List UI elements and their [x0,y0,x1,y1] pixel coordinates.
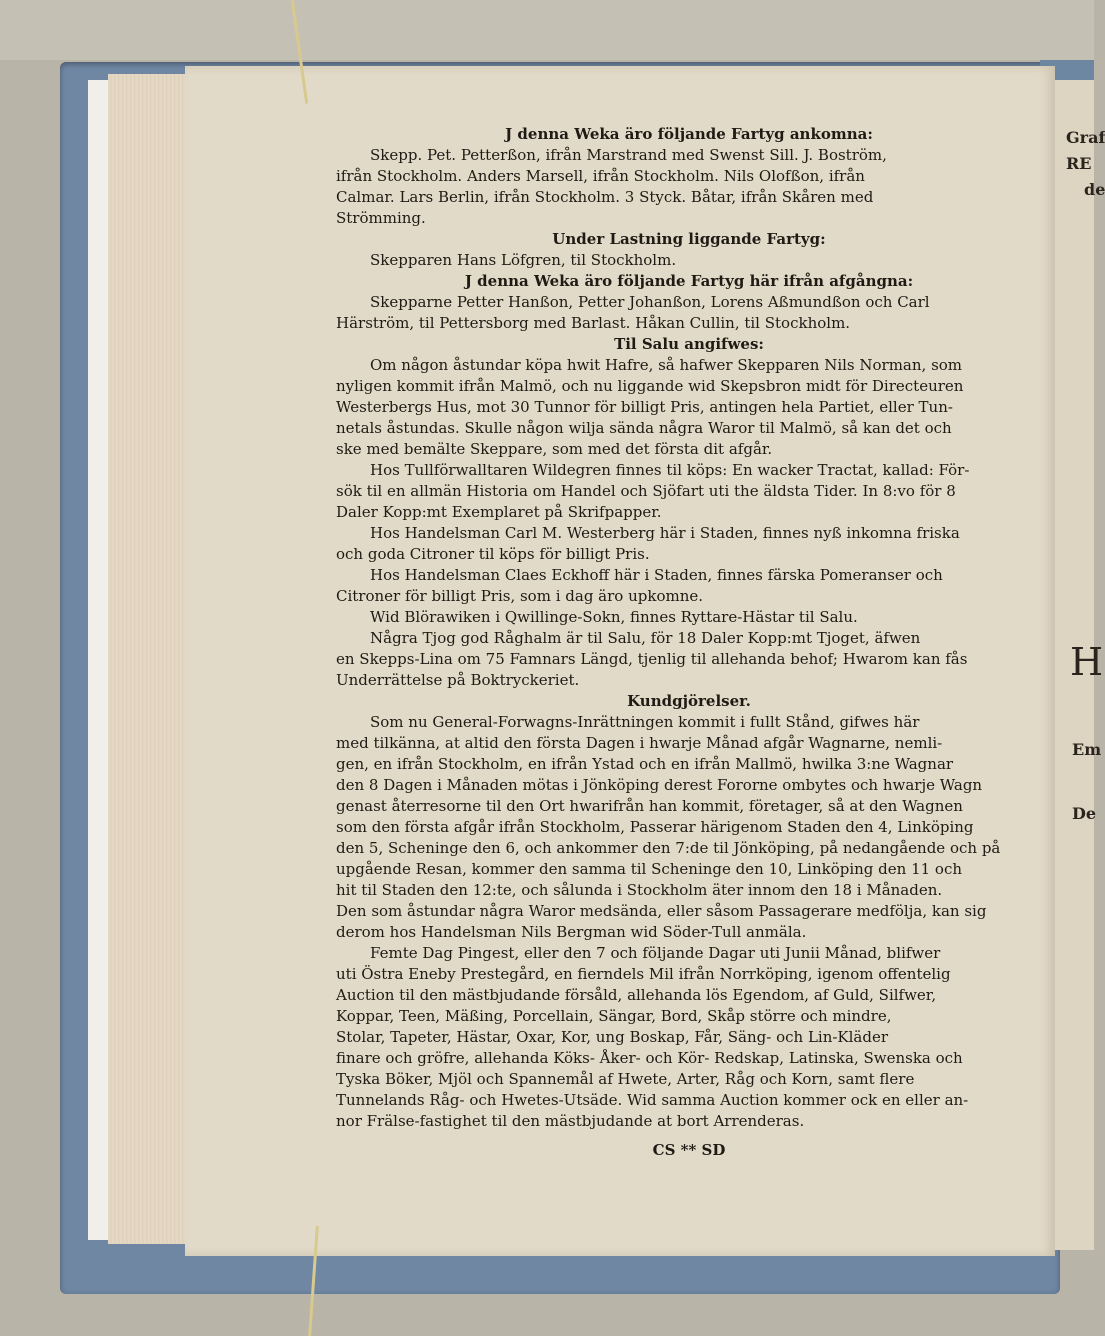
text-line: derom hos Handelsman Nils Bergman wid Söder-Tull anmäla. [336,923,807,941]
notice-heading: Kundgjörelser. [627,692,751,710]
next-page-text: Em [1072,740,1102,759]
text-line: Citroner för billigt Pris, som i dag äro upkomne. [336,587,704,605]
text-line: Westerbergs Hus, mot 30 Tunnor för billigt Pris, antingen hela Partiet, eller Tun- [336,398,953,416]
text-line: genast återresorne til den Ort hwarifrån han kommit, företager, så at den Wagnen [336,797,963,815]
text-line: nyligen kommit ifrån Malmö, och nu liggande wid Skepsbron midt för Directeuren [336,377,964,395]
text-line: ske med bemälte Skeppare, som med det första dit afgår. [336,440,773,458]
text-line: ifrån Stockholm. Anders Marsell, ifrån Stockholm. Nils Olofßon, ifrån [336,167,865,185]
text-line: Wid Blörawiken i Qwillinge-Sokn, finnes Ryttare-Hästar til Salu. [370,608,858,626]
text-line: Skepp. Pet. Petterßon, ifrån Marstrand med Swenst Sill. J. Boström, [370,146,887,164]
text-line: Tunnelands Råg- och Hwetes-Utsäde. Wid samma Auction kommer ock en eller an- [336,1091,969,1109]
text-line: Skepparen Hans Löfgren, til Stockholm. [370,251,677,269]
page-text [336,124,1042,1161]
text-line: Härström, til Pettersborg med Barlast. Håkan Cullin, til Stockholm. [336,314,851,332]
text-line: Femte Dag Pingest, eller den 7 och följande Dagar uti Junii Månad, blifwer [370,944,941,962]
text-line: gen, en ifrån Stockholm, en ifrån Ystad och en ifrån Mallmö, hwilka 3:ne Wagnar [336,755,954,773]
text-line: med tilkänna, at altid den första Dagen i hwarje Månad afgår Wagnarne, nemli- [336,734,943,752]
text-line: den 8 Dagen i Månaden mötas i Jönköping derest Fororne ombytes och hwarje Wagn [336,776,983,794]
text-line: Hos Handelsman Carl M. Westerberg här i Staden, finnes nyß inkomna friska [370,524,960,542]
next-page-text: RE [1066,154,1092,173]
page-stack [108,74,188,1244]
text-line: Som nu General-Forwagns-Inrättningen kommit i fullt Stånd, gifwes här [370,713,920,731]
text-line: netals åstundas. Skulle någon wilja sända några Waror til Malmö, så kan det och [336,419,952,437]
next-page-text: De [1072,804,1097,823]
text-line: Underrättelse på Boktryckeriet. [336,671,580,689]
text-line: Den som åstundar några Waror medsända, eller såsom Passagerare medfölja, kan sig [336,902,987,920]
text-line: Några Tjog god Råghalm är til Salu, för 18 Daler Kopp:mt Tjoget, äfwen [370,629,921,647]
text-line: finare och gröfre, allehanda Köks- Åker- och Kör- Redskap, Latinska, Swenska och [336,1049,963,1067]
background-top [0,0,1094,60]
text-line: Hos Tullförwalltaren Wildegren finnes til köps: En wacker Tractat, kallad: För- [370,461,970,479]
next-page-text: de [1084,180,1105,199]
text-line: Stolar, Tapeter, Hästar, Oxar, Kor, ung Boskap, Får, Säng- och Lin-Kläder [336,1028,889,1046]
arrivals-heading: J denna Weka äro följande Fartyg ankomna: [505,125,873,143]
next-page-text: Graf [1066,128,1105,147]
next-page-fragment [1050,80,1105,1250]
text-line: Auction til den mästbjudande försåld, allehanda lös Egendom, af Guld, Silfwer, [336,986,937,1004]
text-line: en Skepps-Lina om 75 Famnars Längd, tjenlig til allehanda behof; Hwarom kan fås [336,650,968,668]
sale-heading: Til Salu angifwes: [614,335,764,353]
text-line: Calmar. Lars Berlin, ifrån Stockholm. 3 Styck. Båtar, ifrån Skåren med [336,188,874,206]
text-line: sök til en allmän Historia om Handel och Sjöfart uti the äldsta Tider. In 8:vo för 8 [336,482,956,500]
text-line: och goda Citroner til köps för billigt Pris. [336,545,650,563]
text-line: uti Östra Eneby Prestegård, en fierndels Mil ifrån Norrköping, igenom offentelig [336,965,951,983]
text-line: som den första afgår ifrån Stockholm, Passerar härigenom Staden den 4, Linköping [336,818,974,836]
text-line: Om någon åstundar köpa hwit Hafre, så hafwer Skepparen Nils Norman, som [370,356,963,374]
text-line: den 5, Scheninge den 6, och ankommer den 7:de til Jönköping, på nedangående och på [336,839,1001,857]
text-line: Hos Handelsman Claes Eckhoff här i Staden, finnes färska Pomeranser och [370,566,943,584]
text-line: Skepparne Petter Hanßon, Petter Johanßon, Lorens Aßmundßon och Carl [370,293,930,311]
text-line: Koppar, Teen, Mäßing, Porcellain, Sängar, Bord, Skåp större och mindre, [336,1007,892,1025]
loading-heading: Under Lastning liggande Fartyg: [552,230,826,248]
text-line: nor Frälse-fastighet til den mästbjudande at bort Arrenderas. [336,1112,805,1130]
text-line: Daler Kopp:mt Exemplaret på Skrifpapper. [336,503,662,521]
departures-heading: J denna Weka äro följande Fartyg här ifrån afgångna: [464,272,914,290]
text-line: hit til Staden den 12:te, och sålunda i Stockholm äter innom den 18 i Månaden. [336,881,943,899]
text-line: upgående Resan, kommer den samma til Scheninge den 10, Linköping den 11 och [336,860,963,878]
footer-ornament: CS ** SD [652,1141,726,1159]
text-line: Strömming. [336,209,426,227]
next-page-text: H [1070,640,1104,684]
text-line: Tyska Böker, Mjöl och Spannemål af Hwete, Arter, Råg och Korn, samt flere [336,1070,915,1088]
